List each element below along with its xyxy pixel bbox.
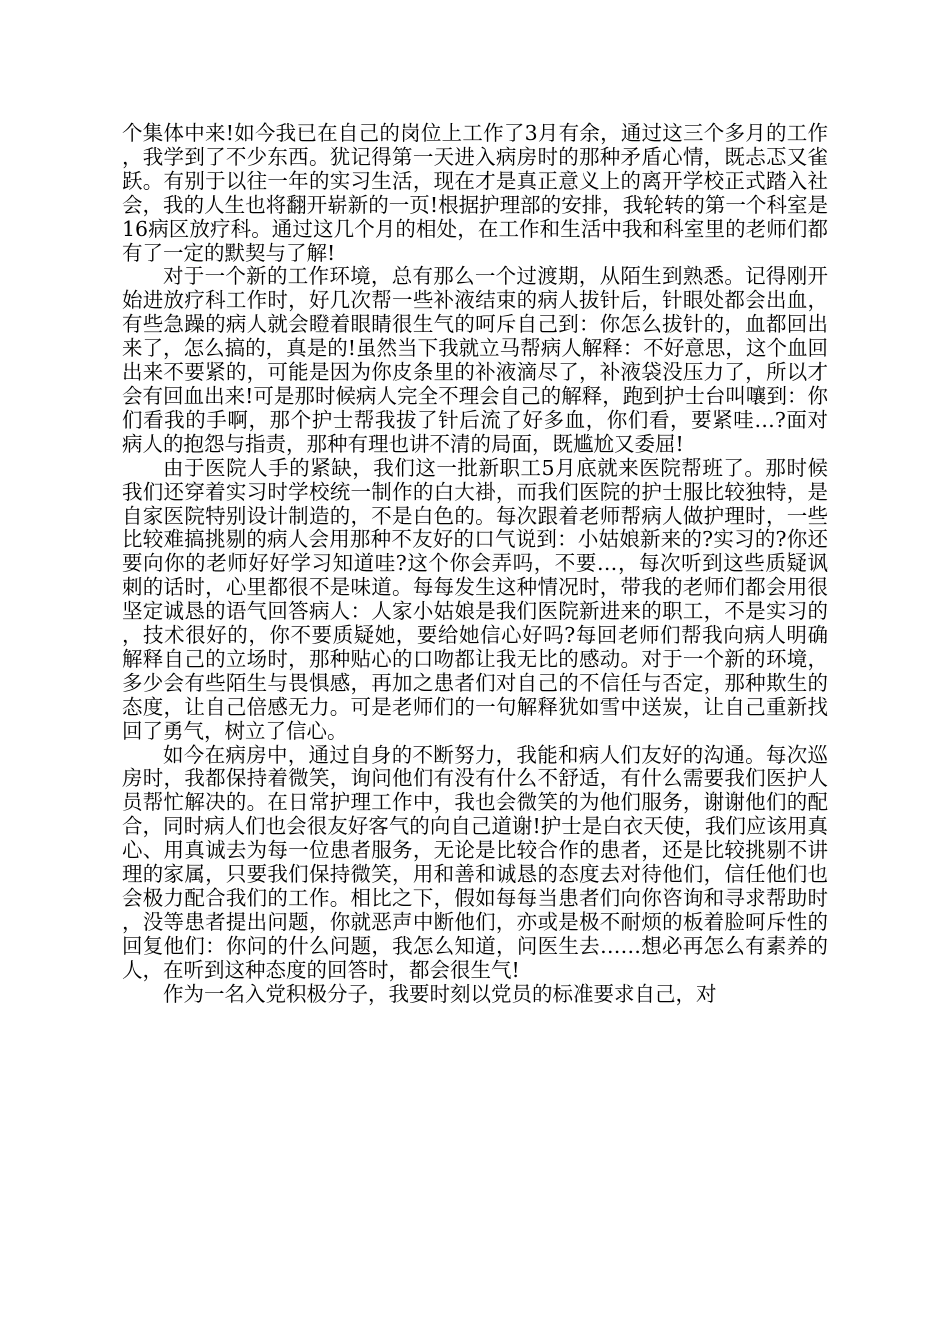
paragraph: 如今在病房中，通过自身的不断努力，我能和病人们友好的沟通。每次巡房时，我都保持着微笑，询问他们有没有什么不舒适，有什么需要我们医护人员帮忙解决的。在日常护理工作中，我也会微笑的为他们服务，谢谢他们的配合，同时病人们也会很友好客气的向自己道谢!护士是白衣天使，我们应该用真心、用真诚去为每一位患者服务，无论是比较合作的患者，还是比较挑剔不讲理的家属，只要我们保持微笑，用和善和诚恳的态度去对待他们，信任他们也会极力配合我们的工作。相比之下，假如每每当患者们向你咨询和寻求帮助时，没等患者提出问题，你就恶声中断他们，亦或是极不耐烦的板着脸呵斥性的回复他们：你问的什么问题，我怎么知道，问医生去……想必再怎么有素养的人，在听到这种态度的回答时，都会很生气! bbox=[122, 742, 828, 982]
document-body bbox=[122, 122, 828, 1007]
paragraph: 由于医院人手的紧缺，我们这一批新职工5月底就来医院帮班了。那时候我们还穿着实习时学校统一制作的白大褂，而我们医院的护士服比较独特，是自家医院特别设计制造的，不是白色的。每次跟着老师帮病人做护理时，一些比较难搞挑剔的病人会用那种不友好的口气说到：小姑娘新来的?实习的?你还要向你的老师好好学习知道哇?这个你会弄吗，不要…，每次听到这些质疑讽刺的话时，心里都很不是味道。每每发生这种情况时，带我的老师们都会用很坚定诚恳的语气回答病人：人家小姑娘是我们医院新进来的职工，不是实习的，技术很好的，你不要质疑她，要给她信心好吗?每回老师们帮我向病人明确解释自己的立场时，那种贴心的口吻都让我无比的感动。对于一个新的环境，多少会有些陌生与畏惧感，再加之患者们对自己的不信任与否定，那种欺生的态度，让自己倍感无力。可是老师们的一句解释犹如雪中送炭，让自己重新找回了勇气，树立了信心。 bbox=[122, 455, 828, 743]
paragraph: 个集体中来!如今我已在自己的岗位上工作了3月有余，通过这三个多月的工作，我学到了不少东西。犹记得第一天进入病房时的那种矛盾心情，既忐忑又雀跃。有别于以往一年的实习生活，现在才是真正意义上的离开学校正式踏入社会，我的人生也将翻开崭新的一页!根据护理部的安排，我轮转的第一个科室是16病区放疗科。通过这几个月的相处，在工作和生活中我和科室里的老师们都有了一定的默契与了解! bbox=[122, 121, 828, 265]
paragraph: 作为一名入党积极分子，我要时刻以党员的标准要求自己，对 bbox=[163, 981, 717, 1006]
paragraph: 对于一个新的工作环境，总有那么一个过渡期，从陌生到熟悉。记得刚开始进放疗科工作时，好几次帮一些补液结束的病人拔针后，针眼处都会出血，有些急躁的病人就会瞪着眼睛很生气的呵斥自己到：你怎么拔针的，血都回出来了，怎么搞的，真是的!虽然当下我就立马帮病人解释：不好意思，这个血回出来不要紧的，可能是因为你皮条里的补液滴尽了，补液袋没压力了，所以才会有回血出来!可是那时候病人完全不理会自己的解释，跑到护士台叫嚷到：你们看我的手啊，那个护士帮我拔了针后流了好多血，你们看，要紧哇…?面对病人的抱怨与指责，那种有理也讲不清的局面，既尴尬又委屈! bbox=[122, 264, 828, 456]
